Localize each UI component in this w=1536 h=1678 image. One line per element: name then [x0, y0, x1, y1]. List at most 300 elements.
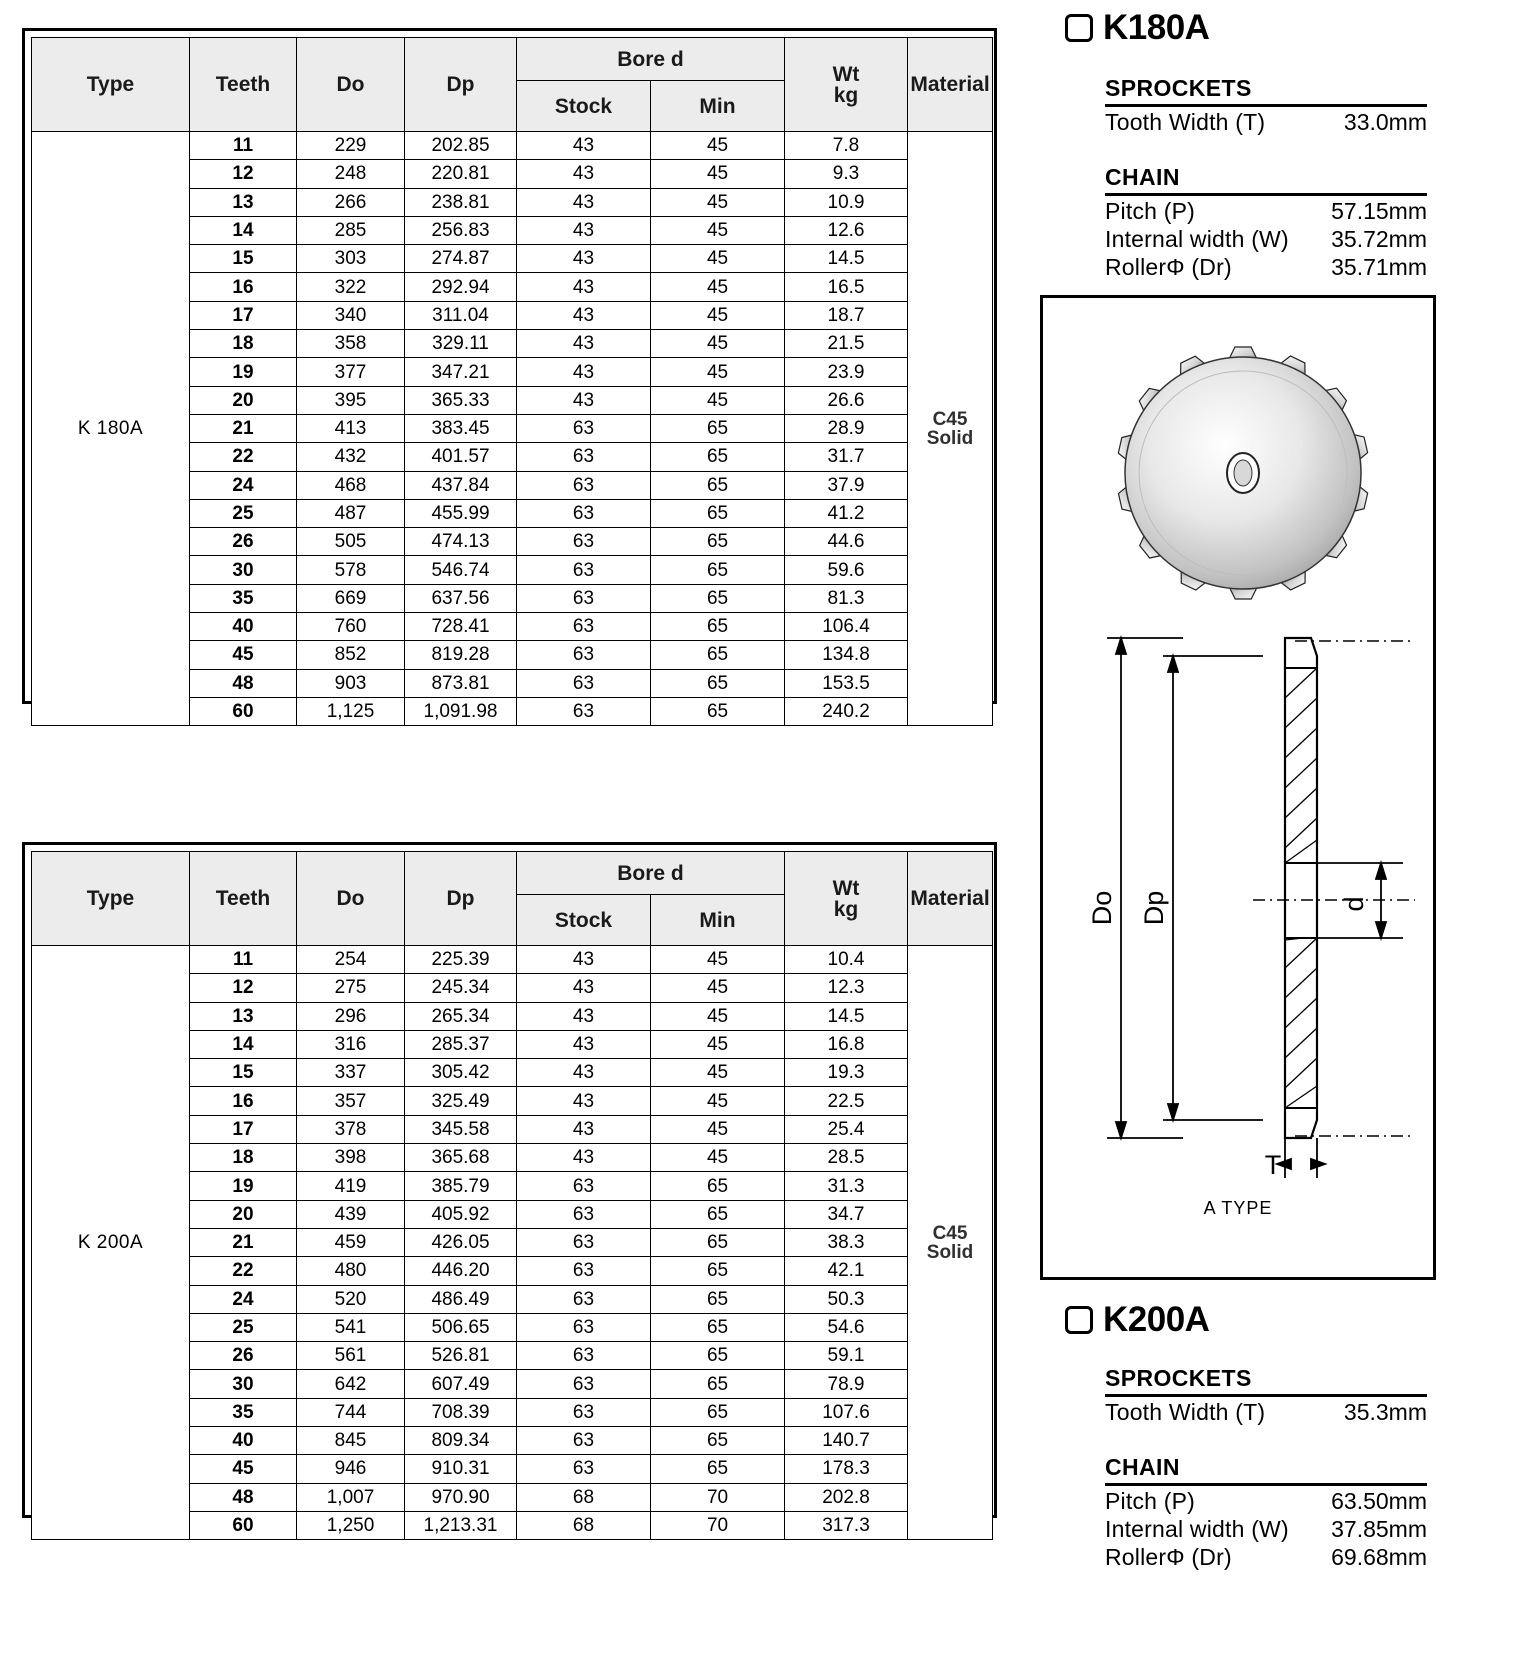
cell-wt: 28.9: [785, 414, 908, 442]
cell-wt: 23.9: [785, 358, 908, 386]
cell-stock: 63: [517, 1257, 651, 1285]
cell-min: 65: [651, 1172, 785, 1200]
cell-stock: 43: [517, 358, 651, 386]
cell-wt: 34.7: [785, 1200, 908, 1228]
cell-wt: 59.1: [785, 1342, 908, 1370]
cell-stock: 63: [517, 499, 651, 527]
cell-teeth: 20: [190, 1200, 297, 1228]
cell-wt: 38.3: [785, 1228, 908, 1256]
sprockets-rows-0: [1105, 108, 1427, 136]
col-header-wt-label: Wt: [832, 876, 860, 900]
cell-wt: 16.5: [785, 273, 908, 301]
cell-wt: 240.2: [785, 697, 908, 725]
right-column: [1035, 0, 1536, 1678]
cell-dp: 311.04: [405, 301, 517, 329]
dim-label-do: Do: [1087, 890, 1117, 926]
cell-teeth: 35: [190, 1398, 297, 1426]
col-header-teeth: Teeth: [190, 852, 297, 946]
cell-teeth: 13: [190, 188, 297, 216]
cell-do: 358: [297, 330, 405, 358]
spec-label: RollerΦ (Dr): [1105, 1544, 1232, 1571]
spec-row: [1105, 253, 1427, 281]
col-header-wt-unit: kg: [833, 83, 859, 107]
spec-label: Tooth Width (T): [1105, 109, 1266, 135]
cell-stock: 43: [517, 1087, 651, 1115]
cell-teeth: 12: [190, 974, 297, 1002]
spec-row: [1105, 197, 1427, 225]
spec-table-k180a-frame: [22, 28, 997, 723]
col-header-bore-stock: Stock: [517, 895, 651, 946]
cell-do: 229: [297, 132, 405, 160]
cell-min: 45: [651, 1030, 785, 1058]
cell-wt: 202.8: [785, 1483, 908, 1511]
cell-teeth: 26: [190, 1342, 297, 1370]
cell-dp: 292.94: [405, 273, 517, 301]
material-line-1: C45: [932, 408, 968, 430]
cell-min: 65: [651, 528, 785, 556]
chain-rows-0: [1105, 197, 1427, 281]
cell-teeth: 11: [190, 946, 297, 974]
cell-wt: 19.3: [785, 1059, 908, 1087]
cell-wt: 14.5: [785, 245, 908, 273]
col-header-dp: Dp: [405, 38, 517, 132]
cell-teeth: 35: [190, 584, 297, 612]
cell-dp: 1,213.31: [405, 1511, 517, 1539]
cell-min: 45: [651, 1115, 785, 1143]
cell-dp: 708.39: [405, 1398, 517, 1426]
cell-min: 65: [651, 443, 785, 471]
cell-dp: 506.65: [405, 1313, 517, 1341]
cell-teeth: 48: [190, 1483, 297, 1511]
cell-stock: 63: [517, 1398, 651, 1426]
cell-do: 669: [297, 584, 405, 612]
cell-dp: 637.56: [405, 584, 517, 612]
cell-do: 541: [297, 1313, 405, 1341]
cell-stock: 43: [517, 1144, 651, 1172]
cell-dp: 285.37: [405, 1030, 517, 1058]
dim-label-dp: Dp: [1139, 890, 1169, 926]
cell-min: 65: [651, 669, 785, 697]
cell-min: 65: [651, 1398, 785, 1426]
cell-wt: 153.5: [785, 669, 908, 697]
cell-stock: 63: [517, 584, 651, 612]
cell-do: 248: [297, 160, 405, 188]
cell-teeth: 18: [190, 330, 297, 358]
cell-teeth: 16: [190, 1087, 297, 1115]
col-header-wt: [785, 38, 908, 132]
sprockets-title: SPROCKETS: [1105, 75, 1427, 107]
cell-wt: 54.6: [785, 1313, 908, 1341]
cell-teeth: 18: [190, 1144, 297, 1172]
cell-stock: 43: [517, 188, 651, 216]
cell-wt: 78.9: [785, 1370, 908, 1398]
cell-stock: 43: [517, 386, 651, 414]
cell-min: 70: [651, 1483, 785, 1511]
cell-dp: 446.20: [405, 1257, 517, 1285]
material-line-2: Solid: [926, 1241, 974, 1263]
cell-min: 65: [651, 613, 785, 641]
spacer: [1105, 136, 1427, 164]
spec-row: [1105, 1398, 1427, 1426]
spec-label: Tooth Width (T): [1105, 1399, 1266, 1425]
cell-teeth: 21: [190, 414, 297, 442]
cell-stock: 43: [517, 273, 651, 301]
cell-dp: 365.33: [405, 386, 517, 414]
tables-column: [22, 0, 1007, 1678]
checkbox-icon[interactable]: [1065, 14, 1093, 42]
cell-teeth: 14: [190, 1030, 297, 1058]
spec-label: Internal width (W): [1105, 226, 1289, 253]
dim-label-t: T: [1264, 1150, 1282, 1180]
cell-do: 439: [297, 1200, 405, 1228]
cell-teeth: 40: [190, 1427, 297, 1455]
cell-stock: 63: [517, 1200, 651, 1228]
model-heading-k180a: [1065, 8, 1209, 48]
cell-dp: 526.81: [405, 1342, 517, 1370]
cell-teeth: 22: [190, 1257, 297, 1285]
col-header-type: Type: [32, 852, 190, 946]
cell-do: 468: [297, 471, 405, 499]
cell-teeth: 45: [190, 1455, 297, 1483]
sprocket-photo-icon: [1083, 343, 1403, 603]
cell-min: 45: [651, 216, 785, 244]
cell-dp: 256.83: [405, 216, 517, 244]
spec-row: [1105, 108, 1427, 136]
cell-teeth: 30: [190, 556, 297, 584]
cell-stock: 63: [517, 528, 651, 556]
cell-min: 65: [651, 1228, 785, 1256]
checkbox-icon[interactable]: [1065, 1306, 1093, 1334]
cell-stock: 63: [517, 697, 651, 725]
cell-stock: 63: [517, 1228, 651, 1256]
material-line-2: Solid: [926, 427, 974, 449]
cell-wt: 26.6: [785, 386, 908, 414]
cell-wt: 9.3: [785, 160, 908, 188]
spec-value: 33.0mm: [1343, 109, 1427, 135]
cell-stock: 43: [517, 1002, 651, 1030]
cell-wt: 10.4: [785, 946, 908, 974]
cell-stock: 63: [517, 1342, 651, 1370]
chain-title: CHAIN: [1105, 164, 1427, 196]
cell-wt: 44.6: [785, 528, 908, 556]
cell-dp: 385.79: [405, 1172, 517, 1200]
cell-min: 45: [651, 1059, 785, 1087]
cell-stock: 43: [517, 1115, 651, 1143]
cell-dp: 809.34: [405, 1427, 517, 1455]
sprocket-cross-section-drawing: [1063, 608, 1423, 1188]
cell-teeth: 45: [190, 641, 297, 669]
cell-wt: 14.5: [785, 1002, 908, 1030]
spec-label: Internal width (W): [1105, 1516, 1289, 1543]
cell-do: 487: [297, 499, 405, 527]
cell-stock: 43: [517, 974, 651, 1002]
cell-stock: 43: [517, 245, 651, 273]
cell-min: 45: [651, 330, 785, 358]
cell-min: 65: [651, 1313, 785, 1341]
sprockets-rows-1: [1105, 1398, 1427, 1426]
cell-do: 316: [297, 1030, 405, 1058]
spec-label: Pitch (P): [1105, 1488, 1195, 1515]
cell-dp: 819.28: [405, 641, 517, 669]
cell-stock: 63: [517, 641, 651, 669]
cell-do: 254: [297, 946, 405, 974]
cell-stock: 63: [517, 556, 651, 584]
cell-teeth: 19: [190, 358, 297, 386]
cell-teeth: 16: [190, 273, 297, 301]
cell-teeth: 25: [190, 1313, 297, 1341]
cell-wt: 31.3: [785, 1172, 908, 1200]
cell-dp: 325.49: [405, 1087, 517, 1115]
dim-label-d: d: [1339, 896, 1369, 912]
cell-teeth: 12: [190, 160, 297, 188]
cell-stock: 68: [517, 1511, 651, 1539]
cell-dp: 365.68: [405, 1144, 517, 1172]
cell-do: 845: [297, 1427, 405, 1455]
material-line-1: C45: [932, 1222, 968, 1244]
cell-dp: 245.34: [405, 974, 517, 1002]
cell-do: 296: [297, 1002, 405, 1030]
cell-dp: 873.81: [405, 669, 517, 697]
spec-row: [1105, 1515, 1427, 1543]
cell-do: 340: [297, 301, 405, 329]
col-header-wt-label: Wt: [832, 62, 860, 86]
cell-dp: 607.49: [405, 1370, 517, 1398]
col-header-wt-unit: kg: [833, 897, 859, 921]
cell-do: 946: [297, 1455, 405, 1483]
cell-dp: 347.21: [405, 358, 517, 386]
spec-row: [1105, 1487, 1427, 1515]
cell-wt: 12.6: [785, 216, 908, 244]
spec-block-k200a: [1105, 1365, 1427, 1571]
col-header-bore: Bore d: [517, 852, 785, 895]
cell-wt: 21.5: [785, 330, 908, 358]
cell-stock: 43: [517, 301, 651, 329]
cell-stock: 63: [517, 443, 651, 471]
cell-min: 65: [651, 1455, 785, 1483]
cell-teeth: 40: [190, 613, 297, 641]
cell-dp: 910.31: [405, 1455, 517, 1483]
cell-do: 303: [297, 245, 405, 273]
spec-row: [1105, 225, 1427, 253]
cell-do: 760: [297, 613, 405, 641]
cell-stock: 63: [517, 613, 651, 641]
cell-wt: 18.7: [785, 301, 908, 329]
cell-stock: 63: [517, 1427, 651, 1455]
col-header-teeth: Teeth: [190, 38, 297, 132]
cell-do: 520: [297, 1285, 405, 1313]
cell-dp: 202.85: [405, 132, 517, 160]
cell-min: 65: [651, 414, 785, 442]
cell-dp: 1,091.98: [405, 697, 517, 725]
cell-wt: 81.3: [785, 584, 908, 612]
cell-teeth: 15: [190, 245, 297, 273]
cell-dp: 426.05: [405, 1228, 517, 1256]
cell-teeth: 14: [190, 216, 297, 244]
cell-do: 322: [297, 273, 405, 301]
cell-wt: 22.5: [785, 1087, 908, 1115]
cell-stock: 63: [517, 1285, 651, 1313]
cell-type: K 180A: [32, 132, 190, 726]
cell-stock: 68: [517, 1483, 651, 1511]
cell-do: 395: [297, 386, 405, 414]
spec-label: RollerΦ (Dr): [1105, 254, 1232, 281]
cell-material: [908, 132, 993, 726]
cell-do: 561: [297, 1342, 405, 1370]
cell-dp: 265.34: [405, 1002, 517, 1030]
cell-teeth: 26: [190, 528, 297, 556]
cell-wt: 25.4: [785, 1115, 908, 1143]
chain-rows-1: [1105, 1487, 1427, 1571]
cell-wt: 12.3: [785, 974, 908, 1002]
cell-min: 45: [651, 132, 785, 160]
cell-wt: 28.5: [785, 1144, 908, 1172]
cell-min: 45: [651, 386, 785, 414]
cell-stock: 63: [517, 1455, 651, 1483]
col-header-bore-stock: Stock: [517, 81, 651, 132]
spec-value: 69.68mm: [1331, 1544, 1427, 1571]
cell-do: 419: [297, 1172, 405, 1200]
cell-dp: 238.81: [405, 188, 517, 216]
cell-do: 357: [297, 1087, 405, 1115]
cell-min: 65: [651, 556, 785, 584]
drawing-panel: [1040, 295, 1436, 1280]
cell-dp: 274.87: [405, 245, 517, 273]
cell-teeth: 13: [190, 1002, 297, 1030]
cell-teeth: 30: [190, 1370, 297, 1398]
cell-min: 45: [651, 1087, 785, 1115]
model-heading-k200a: [1065, 1300, 1209, 1340]
cell-teeth: 22: [190, 443, 297, 471]
cell-teeth: 60: [190, 697, 297, 725]
cell-type: K 200A: [32, 946, 190, 1540]
spacer: [1105, 1426, 1427, 1454]
spec-value: 35.72mm: [1331, 226, 1427, 253]
cell-min: 70: [651, 1511, 785, 1539]
cell-teeth: 24: [190, 471, 297, 499]
model-title: K200A: [1103, 1300, 1210, 1339]
table-header: [32, 852, 993, 946]
cell-wt: 59.6: [785, 556, 908, 584]
cell-teeth: 15: [190, 1059, 297, 1087]
cell-do: 1,250: [297, 1511, 405, 1539]
cell-min: 45: [651, 1144, 785, 1172]
cell-wt: 42.1: [785, 1257, 908, 1285]
spec-value: 37.85mm: [1331, 1516, 1427, 1543]
cell-stock: 43: [517, 160, 651, 188]
model-title: K180A: [1103, 8, 1210, 47]
spec-table-k200a: [31, 851, 993, 1540]
cell-teeth: 24: [190, 1285, 297, 1313]
cell-stock: 63: [517, 669, 651, 697]
cell-min: 45: [651, 301, 785, 329]
cell-wt: 106.4: [785, 613, 908, 641]
cell-min: 45: [651, 946, 785, 974]
cell-do: 642: [297, 1370, 405, 1398]
cell-min: 65: [651, 641, 785, 669]
cell-wt: 10.9: [785, 188, 908, 216]
cell-stock: 63: [517, 471, 651, 499]
cell-dp: 383.45: [405, 414, 517, 442]
cell-min: 45: [651, 1002, 785, 1030]
cell-dp: 455.99: [405, 499, 517, 527]
cell-wt: 140.7: [785, 1427, 908, 1455]
cell-min: 65: [651, 499, 785, 527]
spec-table-k200a-frame: [22, 842, 997, 1537]
col-header-material: Material: [908, 38, 993, 132]
cell-do: 285: [297, 216, 405, 244]
table-body-k180a: [32, 132, 993, 726]
cell-min: 65: [651, 1370, 785, 1398]
cell-do: 459: [297, 1228, 405, 1256]
cell-stock: 63: [517, 1313, 651, 1341]
cell-min: 45: [651, 273, 785, 301]
cell-material: [908, 946, 993, 1540]
chain-title: CHAIN: [1105, 1454, 1427, 1486]
cell-wt: 178.3: [785, 1455, 908, 1483]
table-row: [32, 132, 993, 160]
cell-min: 65: [651, 584, 785, 612]
cell-stock: 43: [517, 1059, 651, 1087]
cell-do: 398: [297, 1144, 405, 1172]
cell-stock: 63: [517, 1370, 651, 1398]
cell-dp: 728.41: [405, 613, 517, 641]
cell-do: 432: [297, 443, 405, 471]
cell-wt: 107.6: [785, 1398, 908, 1426]
spec-value: 35.3mm: [1343, 1399, 1427, 1425]
cell-do: 266: [297, 188, 405, 216]
spec-value: 57.15mm: [1331, 198, 1427, 225]
col-header-dp: Dp: [405, 852, 517, 946]
cell-teeth: 17: [190, 301, 297, 329]
drawing-caption: A TYPE: [1203, 1198, 1273, 1218]
cell-teeth: 60: [190, 1511, 297, 1539]
cell-dp: 225.39: [405, 946, 517, 974]
spec-label: Pitch (P): [1105, 198, 1195, 225]
cell-stock: 43: [517, 132, 651, 160]
col-header-bore-min: Min: [651, 81, 785, 132]
cell-wt: 37.9: [785, 471, 908, 499]
cell-do: 505: [297, 528, 405, 556]
cell-min: 45: [651, 188, 785, 216]
cell-teeth: 19: [190, 1172, 297, 1200]
cell-stock: 43: [517, 1030, 651, 1058]
cell-dp: 437.84: [405, 471, 517, 499]
table-header: [32, 38, 993, 132]
cell-dp: 329.11: [405, 330, 517, 358]
sprockets-title: SPROCKETS: [1105, 1365, 1427, 1397]
spec-row: [1105, 1543, 1427, 1571]
cell-teeth: 48: [190, 669, 297, 697]
cell-teeth: 25: [190, 499, 297, 527]
col-header-do: Do: [297, 852, 405, 946]
cell-min: 65: [651, 1427, 785, 1455]
cell-min: 65: [651, 1285, 785, 1313]
cell-do: 1,125: [297, 697, 405, 725]
cell-wt: 41.2: [785, 499, 908, 527]
col-header-bore-min: Min: [651, 895, 785, 946]
cell-wt: 134.8: [785, 641, 908, 669]
spec-table-k180a: [31, 37, 993, 726]
cell-stock: 43: [517, 330, 651, 358]
cell-do: 480: [297, 1257, 405, 1285]
cell-min: 65: [651, 1342, 785, 1370]
cell-stock: 63: [517, 414, 651, 442]
cell-stock: 43: [517, 216, 651, 244]
cell-do: 378: [297, 1115, 405, 1143]
cell-min: 45: [651, 974, 785, 1002]
cell-wt: 31.7: [785, 443, 908, 471]
col-header-material: Material: [908, 852, 993, 946]
